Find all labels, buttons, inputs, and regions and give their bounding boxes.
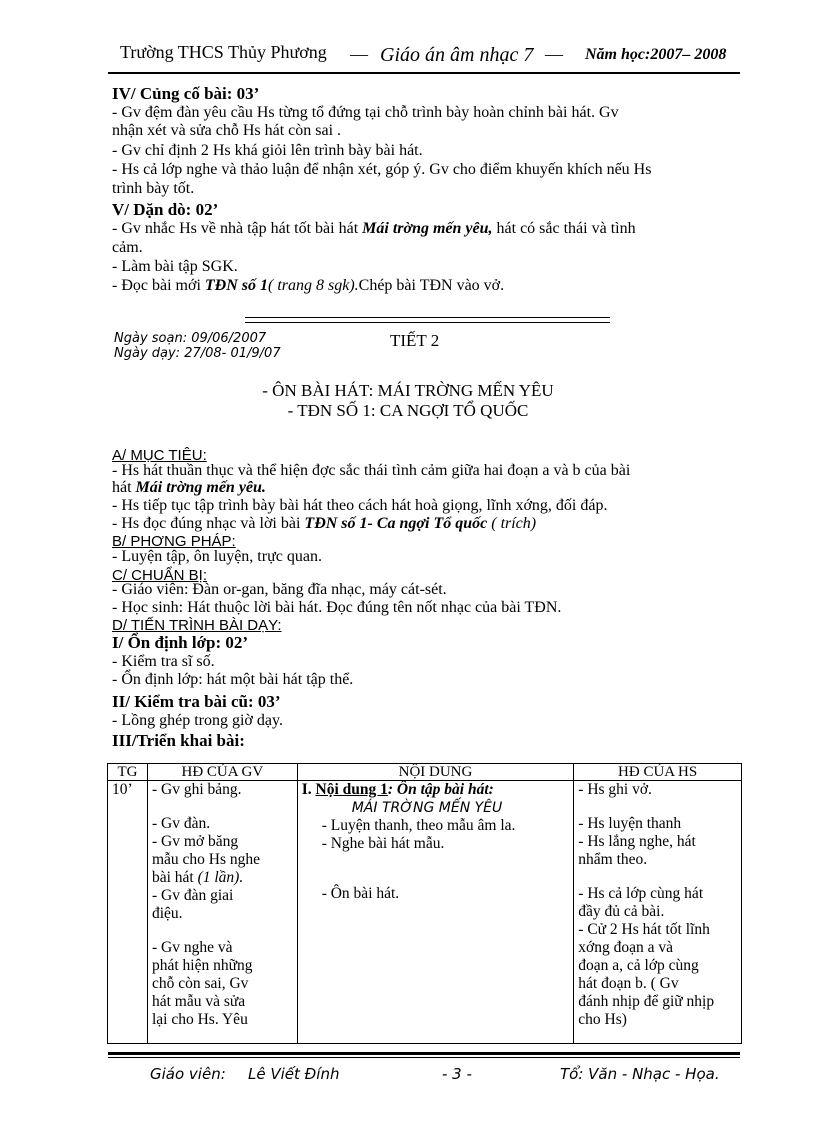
prep-line: - Giáo viên: Đàn or-gan, băng đĩa nhạc, máy cát-sét. xyxy=(112,581,447,598)
header-separator: — xyxy=(545,44,563,64)
teacher-activity-cell: - Gv ghi bảng. - Gv đàn. - Gv mở băng mẫu cho Hs nghe bài hát (1 lần). - Gv đàn giai điệu. - Gv nghe và phát hiện những chỗ còn sai, Gv hát mẫu và sửa lại cho Hs. Yêu xyxy=(147,781,297,1044)
objectives-line: hát Mái trờng mến yêu. xyxy=(112,479,266,496)
header-school-year: Năm học:2007– 2008 xyxy=(585,46,727,63)
table-header-row xyxy=(108,764,742,781)
prep-date: Ngày soạn: 09/06/2007 xyxy=(114,331,267,346)
homework-heading: V/ Dặn dò: 02’ xyxy=(112,200,219,219)
time-cell: 10’ xyxy=(108,781,148,1044)
homework-line: - Gv nhắc Hs về nhà tập hát tốt bài hát Mái trờng mến yêu, hát có sắc thái và tình xyxy=(112,220,636,237)
header-school: Trường THCS Thủy Phương xyxy=(120,42,327,62)
footer-rule xyxy=(108,1057,740,1058)
song-title: MÁI TRỜNG MẾN YÊU xyxy=(351,800,503,816)
footer-group: Tổ: Văn - Nhạc - Họa. xyxy=(560,1065,720,1083)
process-line: - Kiểm tra sĩ số. xyxy=(112,653,215,670)
objectives-line: - Hs hát thuần thục và thể hiện đợc sắc thái tình cảm giữa hai đoạn a và b của bài xyxy=(112,462,631,479)
process-line: - Lồng ghép trong giờ dạy. xyxy=(112,712,283,729)
lesson-title: - TĐN SỐ 1: CA NGỢI TỔ QUỐC xyxy=(287,401,529,420)
header-separator: — xyxy=(350,44,368,64)
column-header: TG xyxy=(108,764,148,781)
process-section-title: II/ Kiểm tra bài cũ: 03’ xyxy=(112,692,281,711)
footer-teacher-name: Lê Viết Đính xyxy=(248,1065,340,1083)
column-header: HĐ CỦA HS xyxy=(574,764,742,781)
student-activity-cell: - Hs ghi vở. - Hs luyện thanh - Hs lắng nghe, hát nhẩm theo. - Hs cả lớp cùng hát đầy đủ cả bài. - Cử 2 Hs hát tốt lĩnh xớng đoạn a và đoạn a, cả lớp cùng hát đoạn b. ( Gv đánh nhịp để giữ nhịp cho Hs) xyxy=(574,781,742,1044)
objectives-heading: A/ MỤC TIÊU: xyxy=(112,447,207,464)
objectives-line: - Hs tiếp tục tập trình bày bài hát theo cách hát hoà giọng, lĩnh xớng, đối đáp. xyxy=(112,497,608,514)
page-number: - 3 - xyxy=(442,1065,472,1083)
song-title: Mái trờng mến yêu. xyxy=(135,479,266,496)
homework-line: - Làm bài tập SGK. xyxy=(112,258,238,275)
teach-date: Ngày dạy: 27/08- 01/9/07 xyxy=(114,346,281,361)
content-cell: I. Nội dung 1: Ôn tập bài hát: MÁI TRỜNG MẾN YÊU - Luyện thanh, theo mẫu âm la. - Nghe bài hát mẫu. - Ôn bài hát. xyxy=(297,781,574,1044)
header-rule xyxy=(108,72,740,74)
methods-line: - Luyện tập, ôn luyện, trực quan. xyxy=(112,548,322,565)
process-heading: D/ TIẾN TRÌNH BÀI DẠY: xyxy=(112,617,282,634)
song-title: Mái trờng mến yêu, xyxy=(362,220,493,237)
review-line: trình bày tốt. xyxy=(112,180,195,197)
objectives-line: - Hs đọc đúng nhạc và lời bài TĐN số 1- Ca ngợi Tổ quốc ( trích) xyxy=(112,515,537,532)
column-header: HĐ CỦA GV xyxy=(147,764,297,781)
lesson-title: - ÔN BÀI HÁT: MÁI TRỜNG MẾN YÊU xyxy=(262,381,554,400)
review-line: - Gv đệm đàn yêu cầu Hs từng tổ đứng tại chỗ trình bày hoàn chỉnh bài hát. Gv xyxy=(112,104,619,121)
review-heading: IV/ Củng cố bài: 03’ xyxy=(112,84,260,103)
homework-line: - Đọc bài mới TĐN số 1( trang 8 sgk).Chép bài TĐN vào vở. xyxy=(112,277,505,294)
prep-heading: C/ CHUẨN BỊ: xyxy=(112,567,208,584)
header-subject: Giáo án âm nhạc 7 xyxy=(380,44,534,66)
table-row xyxy=(108,781,742,1044)
column-header: NỘI DUNG xyxy=(297,764,574,781)
footer-teacher-label: Giáo viên: xyxy=(150,1065,226,1083)
prep-line: - Học sinh: Hát thuộc lời bài hát. Đọc đúng tên nốt nhạc của bài TĐN. xyxy=(112,599,562,616)
process-line: - Ổn định lớp: hát một bài hát tập thể. xyxy=(112,671,354,688)
review-line: nhận xét và sửa chỗ Hs hát còn sai . xyxy=(112,122,342,139)
footer-rule xyxy=(108,1052,740,1055)
homework-line: cảm. xyxy=(112,239,143,256)
methods-heading: B/ PHƠNG PHÁP: xyxy=(112,533,236,550)
lesson-plan-table xyxy=(107,763,742,1044)
lesson-period: TIẾT 2 xyxy=(390,331,440,350)
process-section-title: I/ Ổn định lớp: 02’ xyxy=(112,633,249,652)
review-line: - Gv chỉ định 2 Hs khá giỏi lên trình bày bài hát. xyxy=(112,142,423,159)
process-section-title: III/Triển khai bài: xyxy=(112,731,245,750)
review-line: - Hs cả lớp nghe và thảo luận để nhận xét, góp ý. Gv cho điểm khuyến khích nếu Hs xyxy=(112,161,652,178)
section-divider xyxy=(245,317,610,323)
